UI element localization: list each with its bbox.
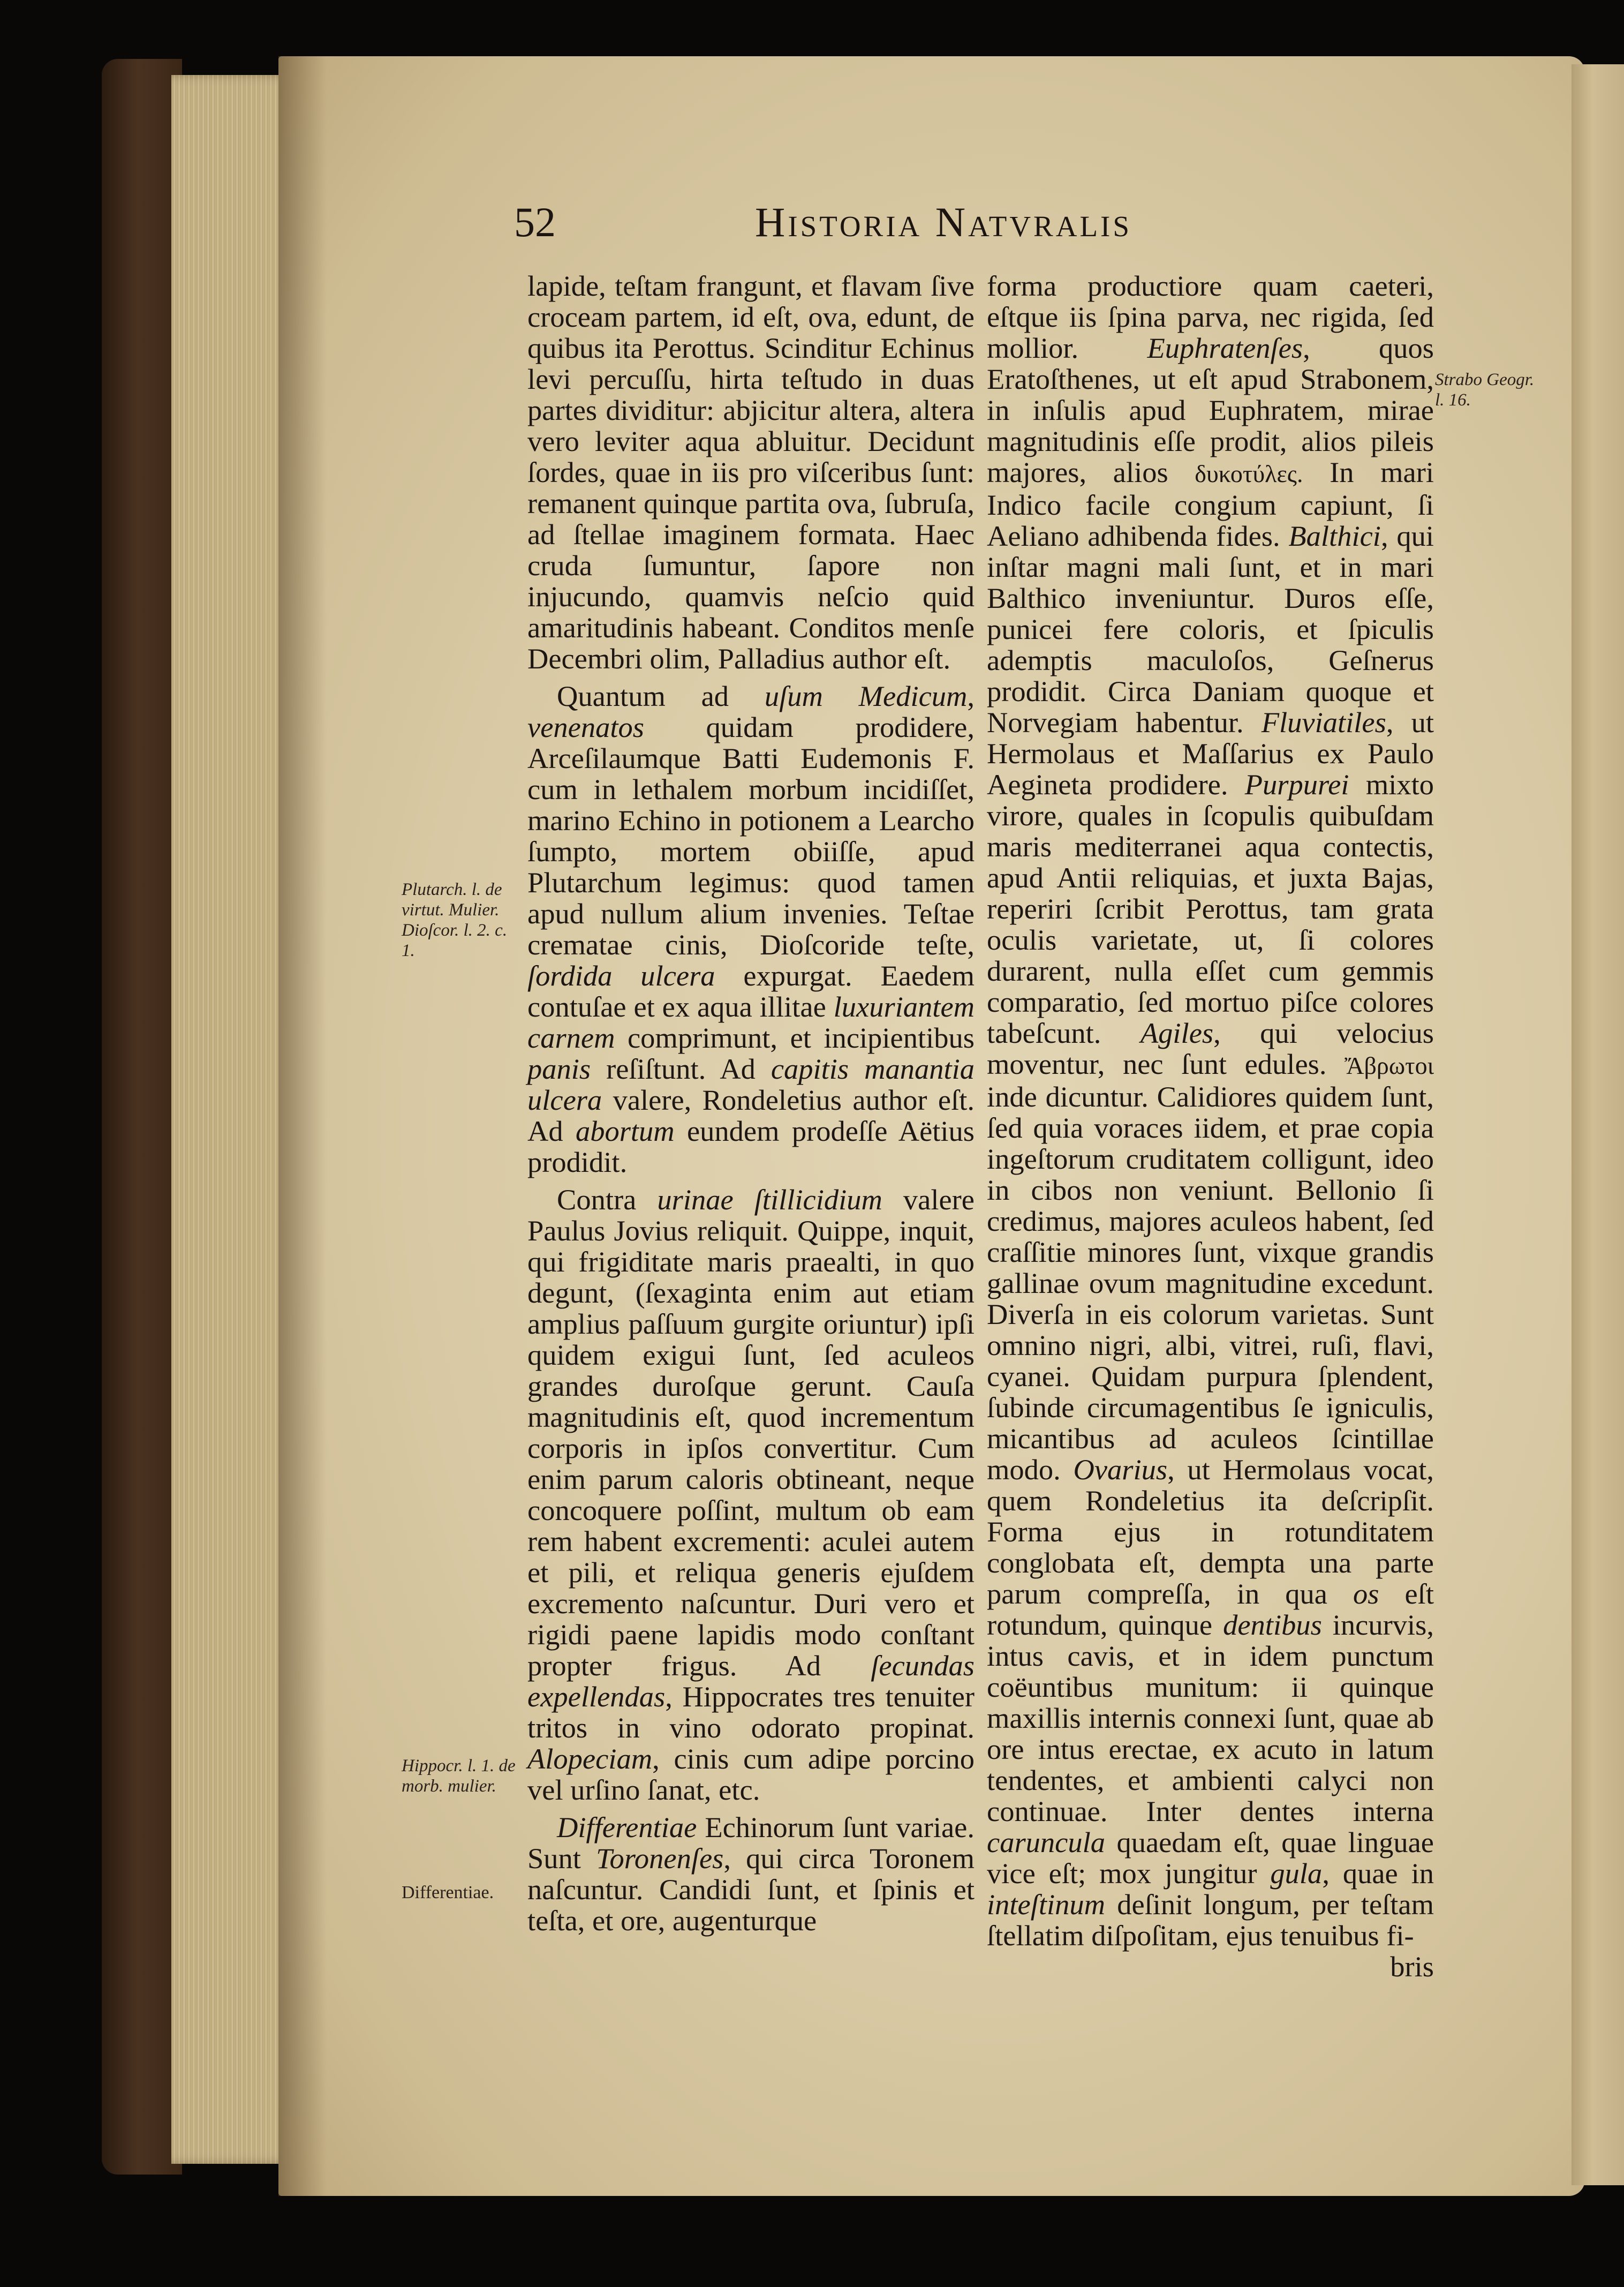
- page-header: [514, 198, 1424, 257]
- margin-note-hippocrates: Hippocr. l. 1. de morb. mulier.: [402, 1756, 516, 1796]
- page-number: 52: [514, 199, 556, 245]
- left-text-column: [527, 270, 975, 1936]
- book-cover-edge: [102, 59, 182, 2175]
- page-gutter-shadow: [278, 56, 327, 2196]
- right-text-column: [987, 270, 1434, 1982]
- running-title: Historia Natvralis: [755, 199, 1132, 245]
- paragraph: Quantum ad uſum Medicum, venenatos quidam prodidere, Arceſilaumque Batti Eudemonis F. cum in lethalem morbum incidiſſet, marino Echino in potionem a Learcho ſumpto, mortem obiiſſe, apud Plutarchum legimus: quod tamen apud nullum alium invenies. Teſtae crematae cinis, Dioſcoride teſte, ſordida ulcera expurgat. Eaedem contuſae et ex aqua illitae luxuriantem carnem comprimunt, et incipientibus panis reſiſtunt. Ad capitis manantia ulcera valere, Rondeletius author eſt. Ad abortum eundem prodeſſe Aëtius prodidit.: [527, 680, 975, 1178]
- margin-note-plutarch: Plutarch. l. de virtut. Mulier.: [402, 880, 502, 920]
- paragraph: forma productiore quam caeteri, eſtque iis ſpina parva, nec rigida, ſed mollior. Euphratenſes, quos Eratoſthenes, ut eſt apud Strabonem, in inſulis apud Euphratem, mirae magnitudinis eſſe prodit, alios pileis majores, alios δυκοτύλες. In mari Indico facile congium capiunt, ſi Aeliano adhibenda fides. Balthici, qui inſtar magni mali ſunt, et in mari Balthico inveniuntur. Duros eſſe, punicei fere coloris, et ſpiculis ademptis maculoſos, Geſnerus prodidit. Circa Daniam quoque et Norvegiam habentur. Fluviatiles, ut Hermolaus et Maſſarius ex Paulo Aegineta prodidere. Purpurei mixto virore, quales in ſcopulis quibuſdam maris mediterranei aqua contectis, apud Antii reliquias, et juxta Bajas, reperiri ſcribit Perottus, tam grata oculis varietate, ut, ſi colores durarent, nulla eſſet cum gemmis comparatio, ſed mortuo piſce colores tabeſcunt. Agiles, qui velocius moventur, nec ſunt edules. Ἄβρωτοι inde dicuntur. Calidiores quidem ſunt, ſed quia voraces iidem, et prae copia ingeſtorum cruditatem colligunt, ideo in cibos non veniunt. Bellonio ſi credimus, majores aculeos habent, ſed craſſitie minores ſunt, vixque grandis gallinae ovum magnitudine excedunt. Diverſa in eis colorum varietas. Sunt omnino nigri, albi, vitrei, ruſi, flavi, cyanei. Quidam purpura ſplendent, ſubinde circumagentibus ſe igniculis, micantibus ad aculeos ſcintillae modo. Ovarius, ut Hermolaus vocat, quem Rondeletius ita deſcripſit. Forma ejus in rotunditatem conglobata eſt, dempta una parte parum compreſſa, in qua os eſt rotundum, quinque dentibus incurvis, intus cavis, et in idem punctum coëuntibus munitum: ii quinque maxillis internis connexi ſunt, quae ab ore intus erectae, ex acuto in latum tendentes, et ambienti calyci non continuae. Inter dentes interna caruncula quaedam eſt, quae linguae vice eſt; mox jungitur gula, quae in inteſtinum deſinit longum, per teſtam ſtellatim diſpoſitam, ejus tenuibus fi-: [987, 269, 1434, 1952]
- catchword: bris: [1390, 1950, 1434, 1983]
- paragraph: lapide, teſtam frangunt, et flavam ſive croceam partem, id eſt, ova, edunt, de quibus ita Perottus. Scinditur Echinus levi percuſſu, hirta teſtudo in duas partes dividitur: abjicitur altera, altera vero leviter aqua abluitur. Decidunt ſordes, quae in iis pro viſceribus ſunt: remanent quinque partita ova, ſubruſa, ad ſtellae imaginem formata. Haec cruda ſumuntur, ſapore non injucundo, quamvis neſcio quid amaritudinis habeant. Conditos menſe Decembri olim, Palladius author eſt.: [527, 269, 975, 675]
- page-edges: [171, 75, 294, 2164]
- margin-note-strabo: Strabo Geogr. l. 16.: [1435, 370, 1535, 410]
- facing-page-edge: [1572, 64, 1624, 2185]
- margin-note-dioscorides: Dioſcor. l. 2. c. 1.: [402, 921, 508, 960]
- paragraph: Differentiae Echinorum ſunt variae. Sunt Toronenſes, qui circa Toronem naſcuntur. Candidi ſunt, et ſpinis et teſta, et ore, augenturque: [527, 1811, 975, 1937]
- paragraph: Contra urinae ſtillicidium valere Paulus Jovius reliquit. Quippe, inquit, qui frigiditate maris praealti, in quo degunt, (ſexaginta enim aut etiam amplius paſſuum gurgite oriuntur) ipſi quidem exigui ſunt, ſed aculeos grandes duroſque gerunt. Cauſa magnitudinis eſt, quod incrementum corporis in ipſos convertitur. Cum enim parum caloris obtineant, neque concoquere poſſint, multum ob eam rem habent excrementi: aculei autem et pili, et reliqua generis ejuſdem excremento naſcuntur. Duri vero et rigidi paene lapidis modo conſtant propter frigus. Ad ſecundas expellendas, Hippocrates tres tenuiter tritos in vino odorato propinat. Alopeciam, cinis cum adipe porcino vel urſino ſanat, etc.: [527, 1183, 975, 1806]
- margin-note-differentiae: Differentiae.: [402, 1883, 494, 1902]
